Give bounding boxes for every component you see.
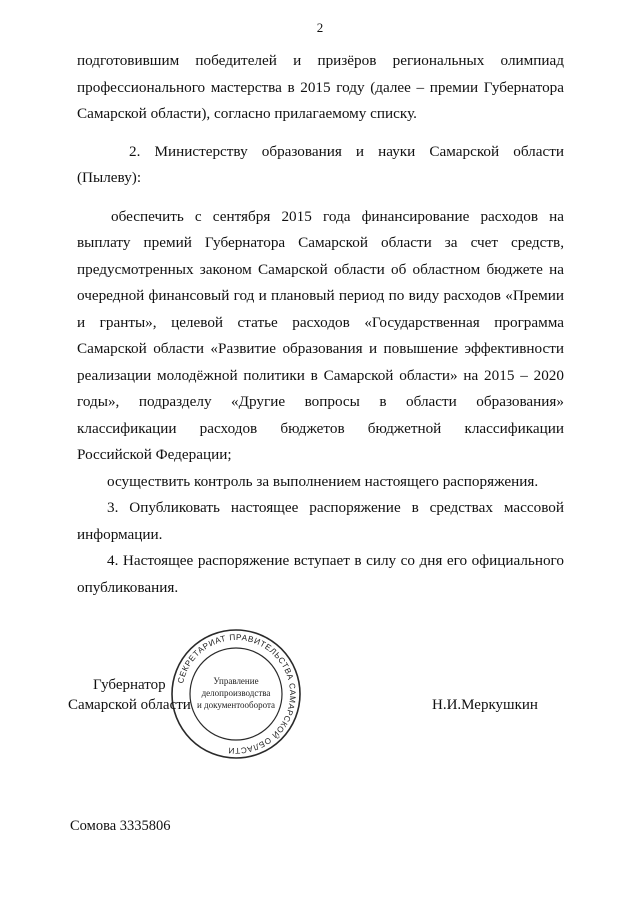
paragraph-item-2: 2. Министерству образования и науки Самарской области (Пылеву): [77,142,564,186]
seal-ring-text: СЕКРЕТАРИАТ ПРАВИТЕЛЬСТВА САМАРСКОЙ ОБЛАСТИ [176,632,298,756]
seal-line-2: делопроизводства [201,688,271,698]
signatory-title-line2: Самарской области [68,697,191,713]
paragraph-funding: обеспечить с сентября 2015 года финансирование расходов на выплату премий Губернатора Самарской области за счет средств, предусмотренных законом Самарской области об областном бюджете на очередной финансовый год и плановый период по виду расходов «Премии и гранты», целевой статье расходов «Государственная программа Самарской области «Развитие образования и повышение эффективности реализации молодёжной политики в Самарской области» на 2015 – 2020 годы», подразделу «Другие вопросы в области образования» классификации расходов бюджетов бюджетной классификации Российской Федерации; [77,207,564,463]
signatory-name: Н.И.Меркушкин [432,697,538,713]
paragraph-item-4: 4. Настоящее распоряжение вступает в силу со дня его официального опубликования. [77,552,564,596]
paragraph-continuation: подготовившим победителей и призёров региональных олимпиад профессионального мастерства в 2015 году (далее – премии Губернатора Самарской области), согласно прилагаемому списку. [77,52,564,122]
paragraph-item-3: 3. Опубликовать настоящее распоряжение в средствах массовой информации. [77,499,564,543]
seal-line-1: Управление [213,676,259,686]
official-seal [170,628,302,760]
seal-line-3: и документооборота [196,700,276,710]
executor-contact: Сомова 3335806 [70,818,171,834]
document-body [77,48,564,601]
page-number: 2 [316,20,324,35]
signatory-title-line1: Губернатор [93,677,166,693]
paragraph-control: осуществить контроль за выполнением настоящего распоряжения. [107,472,539,490]
